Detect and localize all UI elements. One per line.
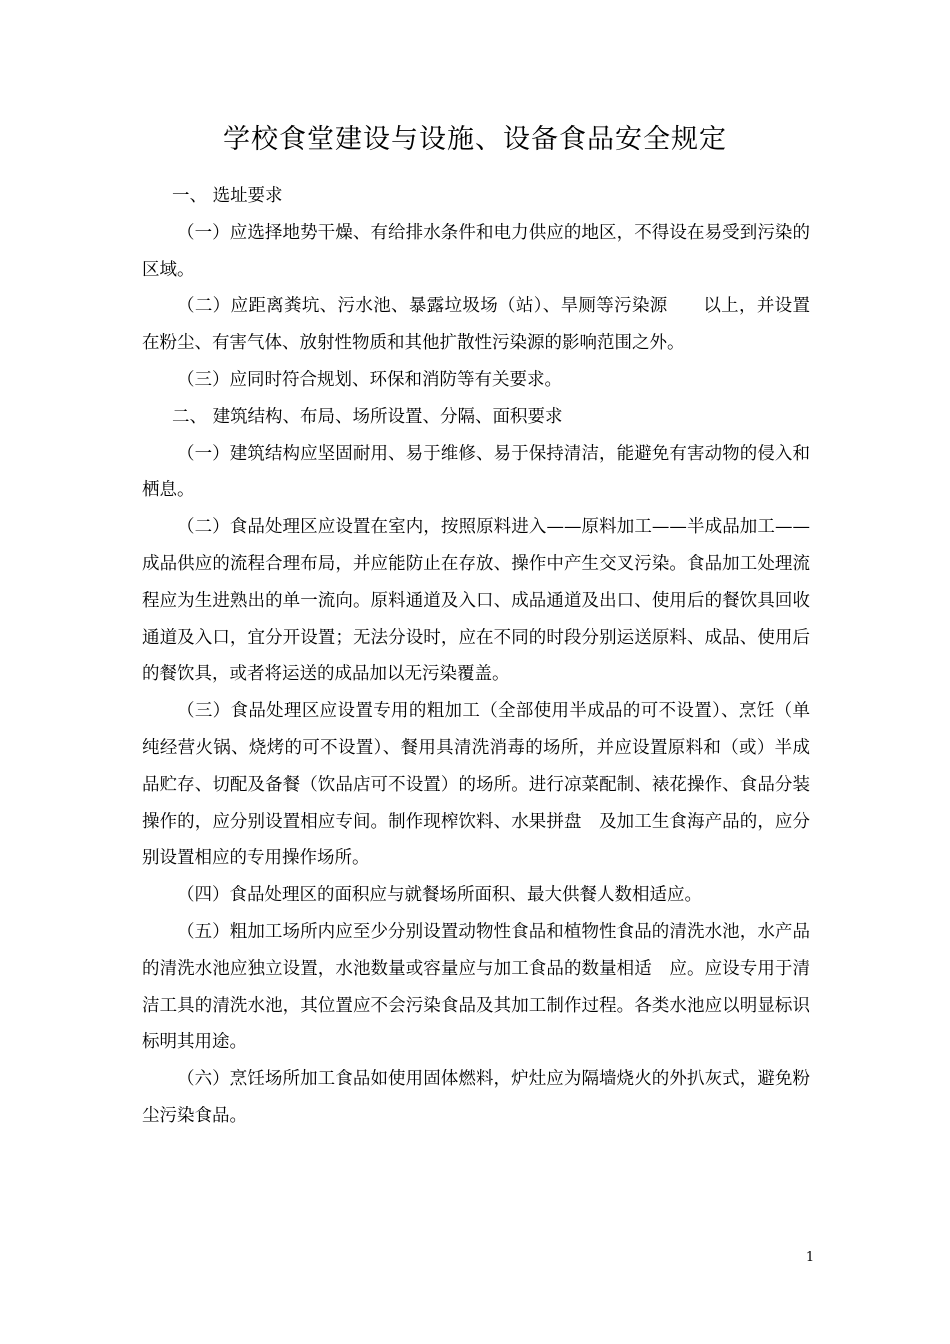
paragraph-building-3: （三）食品处理区应设置专用的粗加工（全部使用半成品的可不设置）、烹饪（单纯经营火锅、烧烤的可不设置）、餐用具清洗消毒的场所，并应设置原料和（或）半成品贮存、切配及备餐（饮品店可不设置）的场所。进行凉菜配制、裱花操作、食品分装操作的，应分别设置相应专间。制作现榨饮料、水果拼盘 及加工生食海产品的，应分别设置相应的专用操作场所。: [142, 701, 810, 869]
paragraph-site-3: （三）应同时符合规划、环保和消防等有关要求。: [177, 369, 562, 390]
paragraph-building-2: （二）食品处理区应设置在室内，按照原料进入——原料加工——半成品加工——成品供应的流程合理布局，并应能防止在存放、操作中产生交叉污染。食品加工处理流程应为生进熟出的单一流向。原料通道及入口、成品通道及出口、使用后的餐饮具回收通道及入口，宜分开设置；无法分设时，应在不同的时段分别运送原料、成品、使用后的餐饮具，或者将运送的成品加以无污染覆盖。: [142, 517, 810, 685]
paragraph-building-5: （五）粗加工场所内应至少分别设置动物性食品和植物性食品的清洗水池，水产品的清洗水池应独立设置，水池数量或容量应与加工食品的数量相适 应。应设专用于清洁工具的清洗水池，其位置应不会污染食品及其加工制作过程。各类水池应以明显标识标明其用途。: [142, 921, 810, 1053]
paragraph-site-1: （一）应选择地势干燥、有给排水条件和电力供应的地区，不得设在易受到污染的区域。: [142, 222, 810, 280]
paragraph-building-4: （四）食品处理区的面积应与就餐场所面积、最大供餐人数相适应。: [177, 885, 702, 906]
page-number: 1: [805, 1250, 815, 1265]
paragraph-building-1: （一）建筑结构应坚固耐用、易于维修、易于保持清洁，能避免有害动物的侵入和栖息。: [142, 443, 810, 501]
section-heading-building-structure: 二、 建筑结构、布局、场所设置、分隔、面积要求: [172, 406, 563, 427]
document-title: 学校食堂建设与设施、设备食品安全规定: [223, 124, 727, 155]
paragraph-building-6: （六）烹饪场所加工食品如使用固体燃料，炉灶应为隔墙烧火的外扒灰式，避免粉尘污染食品。: [142, 1069, 810, 1126]
paragraph-site-2: （二）应距离粪坑、污水池、暴露垃圾场（站）、旱厕等污染源 以上，并设置在粉尘、有害气体、放射性物质和其他扩散性污染源的影响范围之外。: [142, 296, 810, 354]
document-body: [142, 178, 810, 1135]
section-heading-site-selection: 一、 选址要求: [172, 186, 283, 206]
